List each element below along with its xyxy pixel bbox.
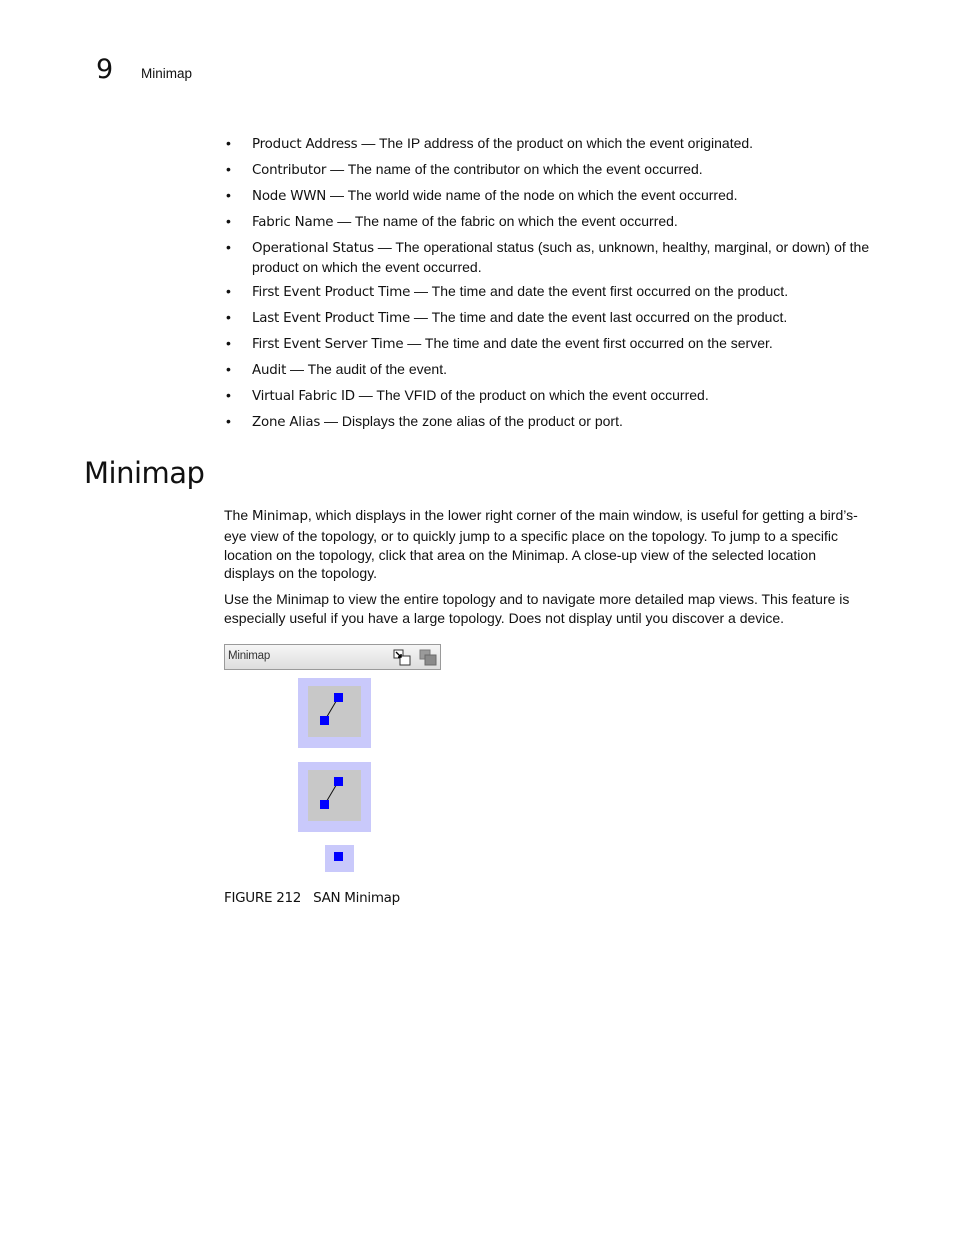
intro-paragraph (224, 506, 870, 583)
list-item-term: Contributor (252, 162, 327, 178)
bullet-icon: • (226, 335, 231, 352)
list-item (224, 160, 874, 180)
minimap-panel-header (224, 644, 441, 670)
list-item-text: — The time and date the event last occurred on the product. (410, 309, 788, 326)
list-item-text: — The time and date the event first occurred on the server. (403, 335, 773, 352)
list-item-term: Operational Status (252, 240, 374, 256)
paragraph-text: The (224, 507, 253, 523)
list-item-text: — Displays the zone alias of the product or port. (320, 412, 623, 429)
topology-link-icon (298, 678, 371, 748)
list-item-text: — The time and date the event first occurred on the product. (410, 283, 789, 300)
switch-node-icon (320, 800, 329, 809)
switch-node-icon (320, 716, 329, 725)
list-item-term: Node WWN (252, 188, 327, 204)
list-item-text: — The name of the contributor on which the event occurred. (326, 160, 703, 177)
list-item-term: Audit (252, 363, 287, 379)
list-item-term: Last Event Product Time (252, 311, 411, 327)
list-item-text: — The operational status (such as, unknown, healthy, marginal, or down) of the product on which the event occurred. (252, 238, 870, 275)
bullet-icon: • (226, 387, 231, 404)
list-item (224, 134, 874, 154)
paragraph-term: Minimap (252, 509, 308, 524)
bullet-icon: • (226, 135, 231, 151)
usage-paragraph: Use the Minimap to view the entire topology and to navigate more detailed map views. This feature is especially useful if you have a large topology. Does not display until you discover a device. (224, 591, 850, 626)
list-item-text: — The VFID of the product on which the event occurred. (354, 387, 709, 404)
minimap-tile[interactable] (325, 845, 354, 872)
list-item-text: — The audit of the event. (286, 361, 447, 378)
bullet-icon: • (226, 238, 231, 255)
minimap-tile[interactable] (298, 678, 371, 748)
bullet-icon: • (226, 160, 231, 177)
switch-node-icon (334, 693, 343, 702)
bullet-icon: • (226, 361, 231, 378)
list-item (224, 308, 874, 328)
list-item (224, 412, 874, 432)
list-item (224, 360, 874, 380)
list-item (224, 212, 874, 232)
topology-link-icon (298, 762, 371, 832)
list-item (224, 238, 874, 277)
overlap-icon[interactable] (419, 649, 437, 666)
bullet-icon: • (226, 212, 231, 229)
list-item (224, 334, 874, 354)
figure-label: FIGURE 212 (224, 890, 302, 906)
minimap-panel-title: Minimap (228, 650, 271, 662)
list-item (224, 282, 874, 302)
figure-caption (224, 889, 400, 907)
list-item-term: First Event Server Time (252, 337, 404, 353)
list-item (224, 186, 874, 206)
list-item-term: Product Address (252, 137, 358, 152)
list-item (224, 386, 874, 406)
figure-title: SAN Minimap (313, 890, 400, 906)
list-item-term: Zone Alias (252, 414, 321, 430)
switch-node-icon (325, 845, 354, 872)
list-item-term: First Event Product Time (252, 285, 411, 301)
bullet-icon: • (226, 309, 231, 326)
paragraph-text: , which displays in the lower right corner of the main window, is useful for getting a bird’s-eye view of the topology, or to quickly jump to a specific place on the topology. To jump to a specific location on the topology, click that area on the Minimap. A close-up view of the selected location displays on the topology. (224, 507, 858, 582)
switch-node-icon (334, 777, 343, 786)
zoom-to-fit-icon[interactable] (393, 649, 411, 666)
chapter-number: 9 (96, 54, 114, 85)
list-item-term: Virtual Fabric ID (252, 389, 355, 405)
list-item-text: — The IP address of the product on which the event originated. (357, 135, 754, 151)
minimap-tile[interactable] (298, 762, 371, 832)
bullet-icon: • (226, 283, 231, 300)
list-item-text: — The name of the fabric on which the event occurred. (333, 212, 678, 229)
event-field-list (224, 134, 874, 438)
list-item-term: Fabric Name (252, 214, 334, 230)
bullet-icon: • (226, 412, 231, 429)
running-header-title: Minimap (141, 66, 193, 81)
bullet-icon: • (226, 186, 231, 203)
section-heading: Minimap (84, 456, 205, 490)
list-item-text: — The world wide name of the node on which the event occurred. (326, 186, 738, 203)
